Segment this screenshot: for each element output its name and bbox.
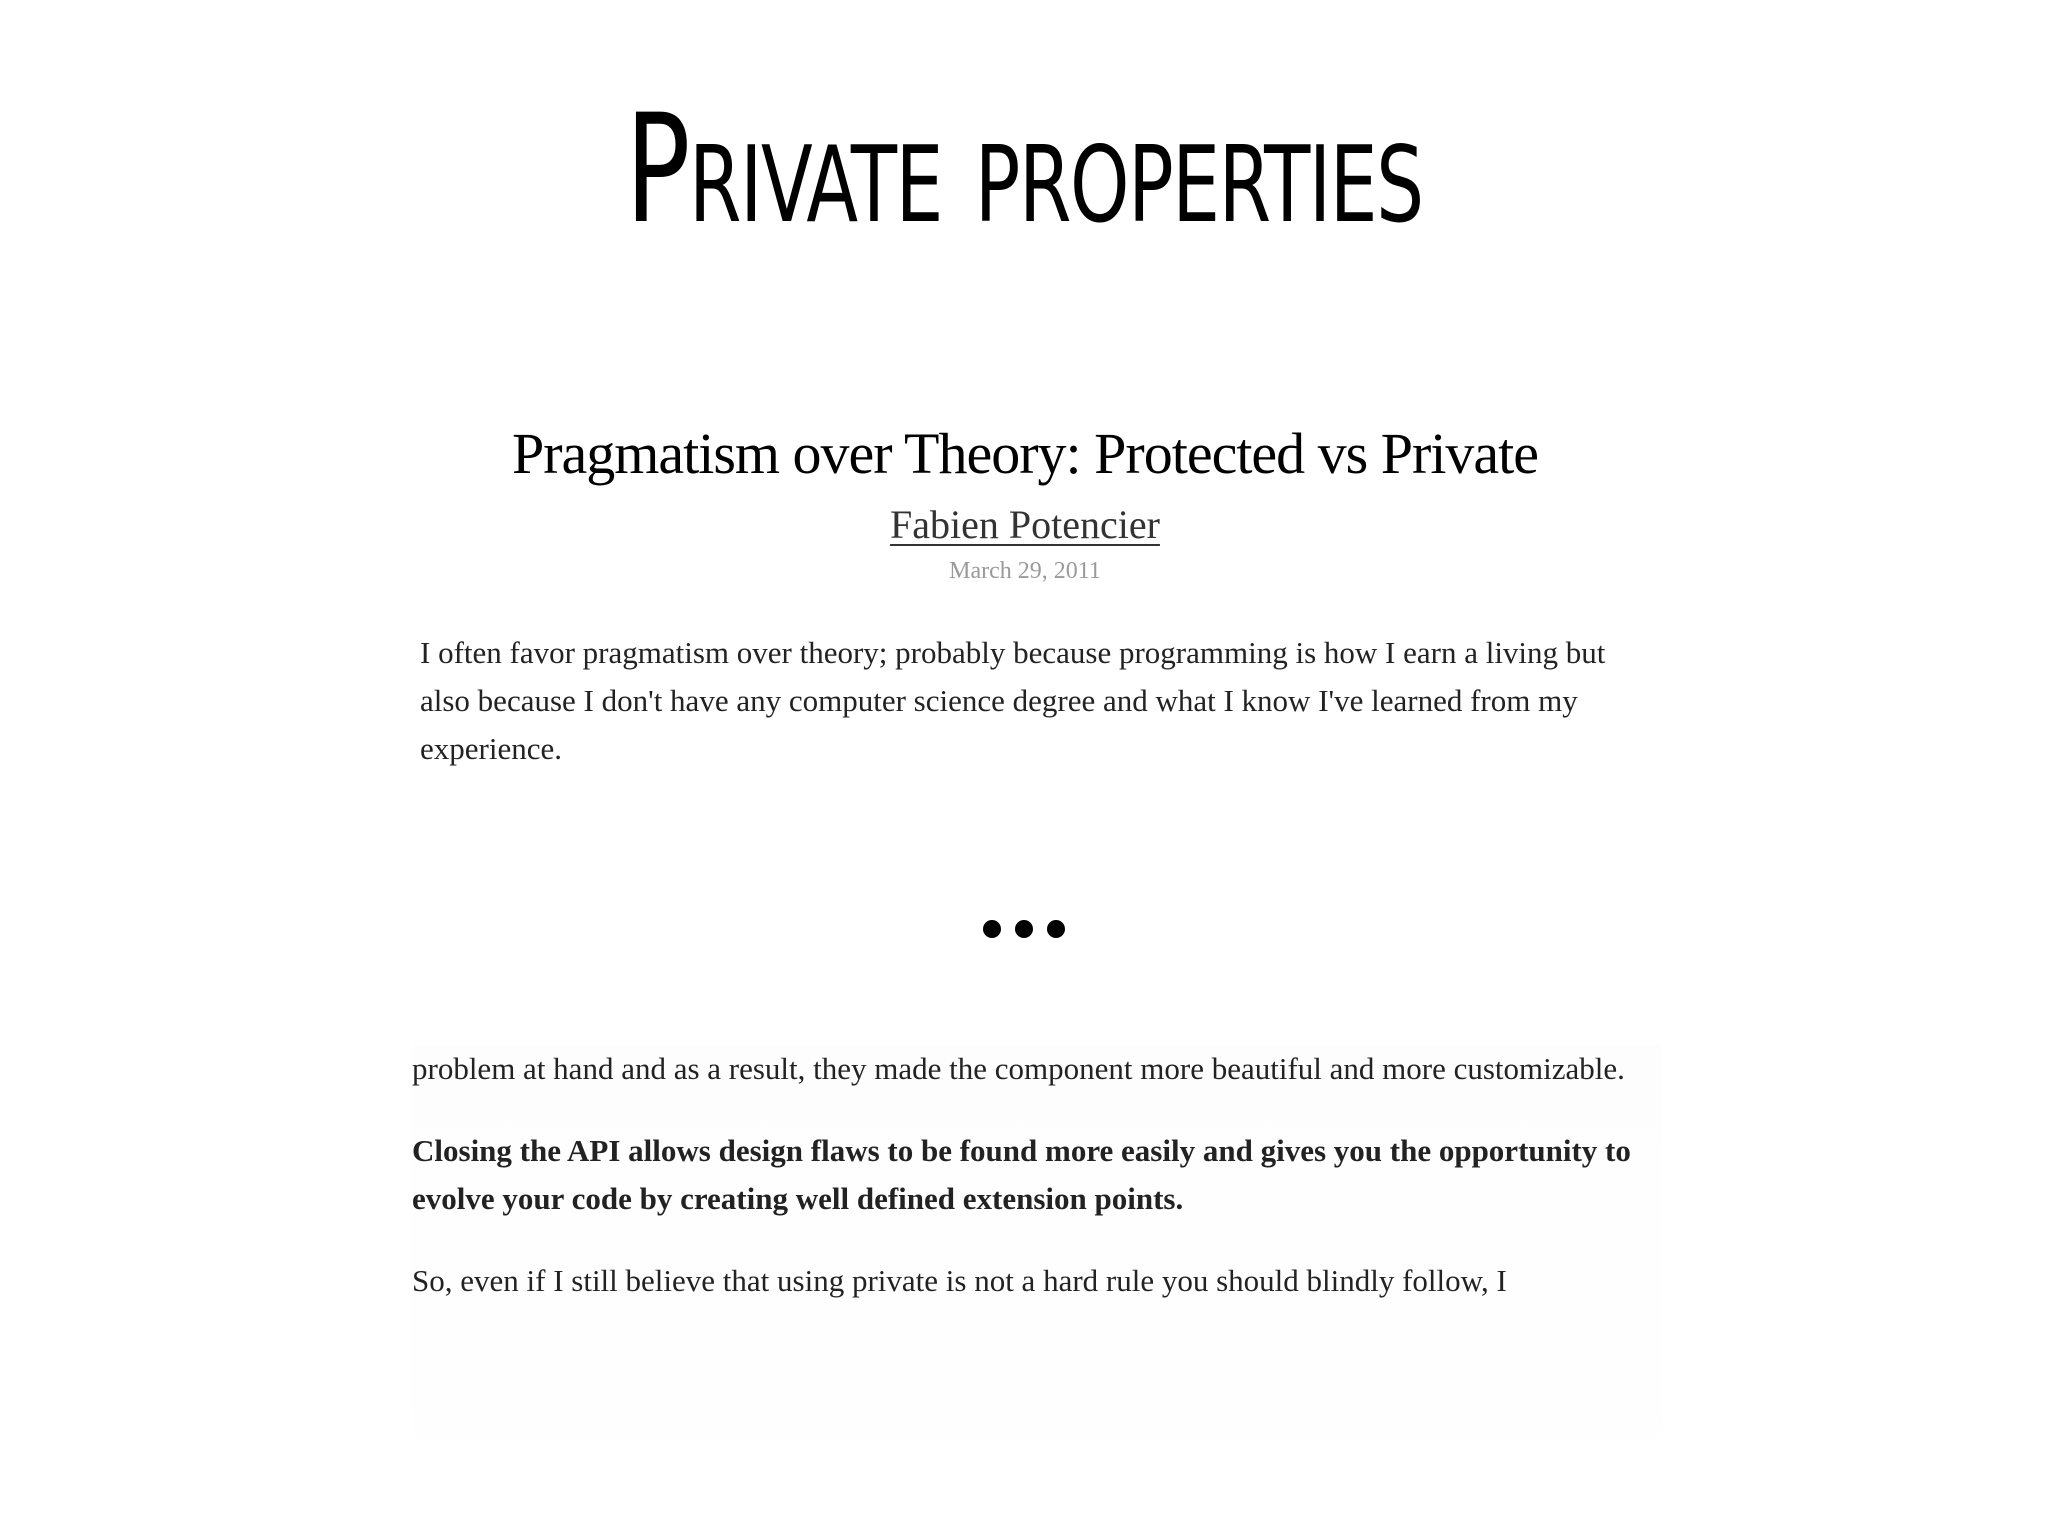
article-excerpt-top: [400, 400, 1650, 790]
ellipsis-dot: [983, 920, 1001, 938]
publish-date: March 29, 2011: [949, 558, 1101, 584]
ellipsis-dot: [1015, 920, 1033, 938]
highlight-paragraph: Closing the API allows design flaws to be found more easily and gives you the opportunity to evolve your code by creating well defined extension points.: [412, 1133, 1631, 1216]
continuation-paragraph: problem at hand and as a result, they made the component more beautiful and more customizable.: [412, 1051, 1625, 1086]
article-excerpt-bottom: [412, 1045, 1662, 1525]
slide-title: Private properties: [625, 83, 1423, 257]
article-title: Pragmatism over Theory: Protected vs Private: [511, 421, 1539, 486]
author-link[interactable]: Fabien Potencier: [890, 502, 1160, 547]
intro-paragraph: I often favor pragmatism over theory; probably because programming is how I earn a living but also because I don't have any computer science degree and what I know I've learned from my experience.: [420, 635, 1606, 766]
closing-paragraph: So, even if I still believe that using private is not a hard rule you should blindly follow, I: [412, 1263, 1507, 1298]
ellipsis-dot: [1047, 920, 1065, 938]
ellipsis-separator: [0, 920, 2048, 960]
